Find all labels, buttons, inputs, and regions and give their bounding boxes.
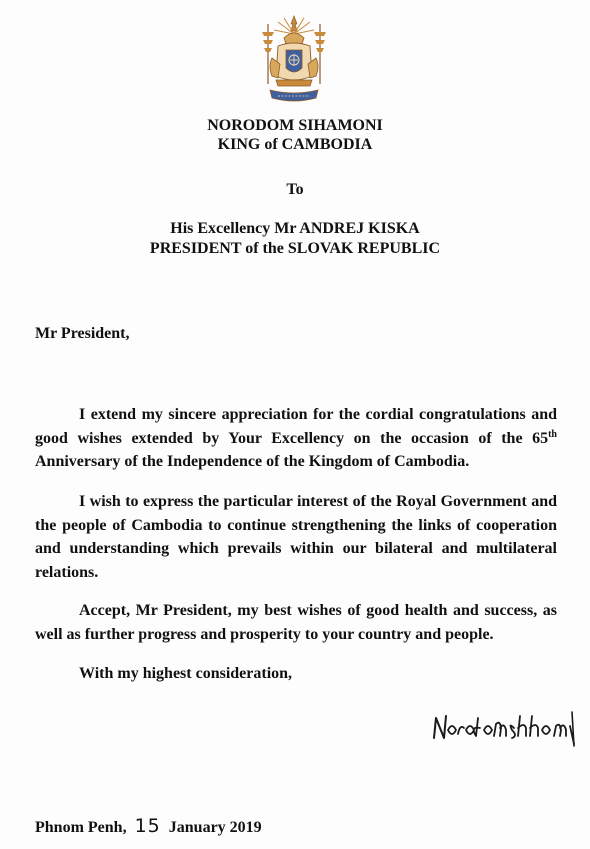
date-line (35, 815, 262, 837)
paragraph-interest: I wish to express the particular interest of the Royal Government and the people of Cambodia to continue strengthening the links of cooperation and understanding which prevails within our bilateral and multilateral relations. (35, 493, 557, 581)
to-label: To (286, 181, 304, 198)
date-day: 15 (134, 815, 161, 837)
recipient-title: PRESIDENT of the SLOVAK REPUBLIC (149, 240, 441, 257)
recipient-name: His Excellency Mr ANDREJ KISKA (170, 220, 420, 237)
paragraph-appreciation (35, 403, 557, 474)
date-month-year: January 2019 (168, 819, 262, 836)
paragraph-appreciation-text: I extend my sincere appreciation for the cordial congratulations and good wishes extended by Your Excellency on the occasion of the 65 (35, 406, 557, 447)
paragraph-appreciation-text-end: Anniversary of the Independence of the Kingdom of Cambodia. (35, 453, 470, 470)
signature-image (430, 708, 580, 748)
ordinal-suffix: th (548, 428, 557, 440)
sender-name: NORODOM SIHAMONI (207, 117, 383, 134)
date-place: Phnom Penh, (35, 819, 127, 836)
paragraph-wishes: Accept, Mr President, my best wishes of good health and success, as well as further progress and prosperity to your country and people. (35, 602, 557, 643)
sender-title: KING of CAMBODIA (217, 136, 373, 153)
closing-line: With my highest consideration, (79, 665, 293, 682)
royal-emblem-icon (254, 14, 334, 106)
salutation: Mr President, (35, 325, 130, 342)
